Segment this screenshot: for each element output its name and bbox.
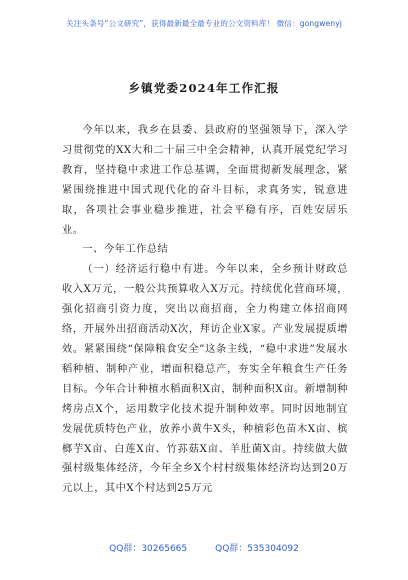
promo-banner: 关注头条号“公文研究”，获得最新最全最专业的公文资料库！ 微信：gongwenyj [66,19,342,28]
document-body [62,121,348,499]
document-title: 乡镇党委2024年工作汇报 [128,81,280,95]
body-paragraph: （一）经济运行稳中有进。今年以来，全乡预计财政总收入X万元，一般公共预算收入X万元。持续优化营商环境，强化招商引资力度，突出以商招商，全力构建立体招商网络，开展外出招商活动X次，拜访企业X家。产业发展提质增效。紧紧围绕“保障粮食安全”这条主线，“稳中求进”发展水稻种植、制种产业，增面积稳总产，夯实全年粮食生产任务目标。今年合计种植水稻面积X亩，制种面积X亩。新增制种烤房点X个，运用数字化技术提升制种效率。同时因地制宜发展优质特色产业，放养小黄牛X头，种植彩色苗木X亩、槟榔芋X亩、白莲X亩、竹荪菇X亩、羊肚菌X亩。持续做大做强村级集体经济，今年全乡X个村村级集体经济均达到20万元以上，其中X个村达到25万元 [62,264,348,495]
qq-group-1: QQ群：30265665 [109,544,188,554]
section-heading: 一、今年工作总结 [82,244,169,256]
qq-group-2: QQ群：535304092 [215,544,299,554]
intro-paragraph: 今年以来，我乡在县委、县政府的坚强领导下，深入学习贯彻党的XX大和二十届三中全会精神，认真开展党纪学习教育，坚持稳中求进工作总基调，全面贯彻新发展理念，紧紧围绕推进中国式现代化的奋斗目标，求真务实，锐意进取，各项社会事业稳步推进，社会平稳有序，百姓安居乐业。 [62,125,348,236]
footer-contacts [0,541,408,554]
